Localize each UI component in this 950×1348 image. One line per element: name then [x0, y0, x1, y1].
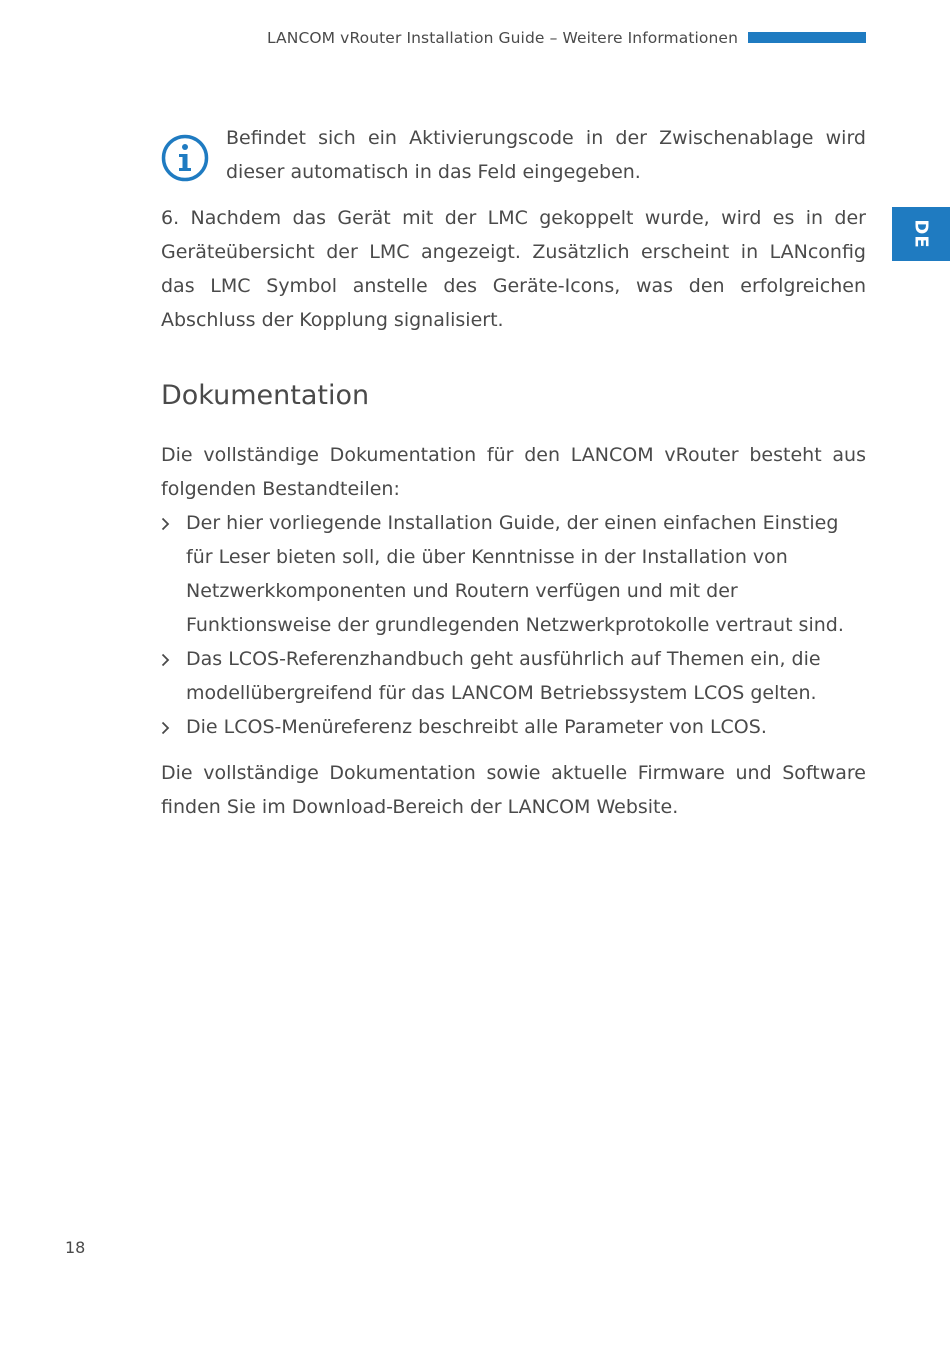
chevron-right-icon	[161, 653, 170, 667]
list-item	[161, 710, 866, 744]
list-item-text: Der hier vorliegende Installation Guide, der einen einfachen Einstieg für Leser bieten soll, die über Kenntnisse in der Installation von Netzwerkkomponenten und Routern verfügen und mit der Funktionsweise der grundlegenden Netzwerkprotokolle vertraut sind.	[186, 512, 844, 636]
list-item-text: Das LCOS-Referenzhandbuch geht ausführlich auf Themen ein, die modellübergreifend für das LANCOM Betriebssystem LCOS gelten.	[186, 648, 821, 704]
list-item	[161, 506, 866, 642]
documentation-list	[161, 506, 866, 744]
step-6-paragraph: 6. Nachdem das Gerät mit der LMC gekoppelt wurde, wird es in der Geräteübersicht der LMC angezeigt. Zusätzlich erscheint in LANconfig das LMC Symbol anstelle des Geräte-Icons, was den erfolgreichen Abschluss der Kopplung signalisiert.	[161, 207, 866, 331]
list-item-text: Die LCOS-Menüreferenz beschreibt alle Parameter von LCOS.	[186, 716, 767, 738]
page-number: 18	[65, 1238, 86, 1257]
documentation-outro: Die vollständige Dokumentation sowie aktuelle Firmware und Software finden Sie im Download-Bereich der LANCOM Website.	[161, 762, 866, 818]
language-tab-label: DE	[910, 219, 932, 249]
list-item	[161, 642, 866, 710]
documentation-intro: Die vollständige Dokumentation für den LANCOM vRouter besteht aus folgenden Bestandteilen:	[161, 444, 866, 500]
header-accent-bar	[748, 32, 866, 43]
language-tab	[892, 207, 950, 261]
info-note-text: Befindet sich ein Aktivierungscode in der Zwischenablage wird dieser automatisch in das Feld eingegeben.	[226, 127, 866, 183]
running-header-title: LANCOM vRouter Installation Guide – Weitere Informationen	[266, 29, 738, 47]
chevron-right-icon	[161, 517, 170, 531]
chevron-right-icon	[161, 721, 170, 735]
info-icon	[161, 134, 209, 182]
section-heading-documentation: Dokumentation	[161, 380, 370, 411]
